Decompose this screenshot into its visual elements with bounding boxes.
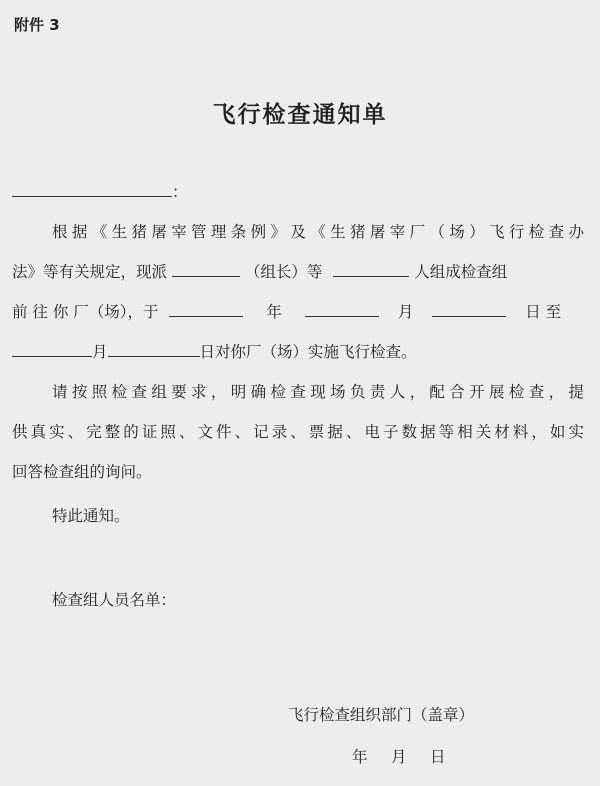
text-segment: 人组成检查组	[414, 263, 508, 281]
inspection-members-label: 检查组人员名单：	[52, 591, 177, 609]
signature-date: 年 月 日	[352, 748, 450, 766]
end-day-blank[interactable]	[108, 342, 200, 357]
text-segment: （组长）等	[244, 263, 323, 281]
addressee-colon: ：	[172, 183, 188, 201]
text-segment: 年	[266, 303, 282, 321]
document-title: 飞行检查通知单	[212, 102, 388, 128]
end-month-blank[interactable]	[12, 342, 92, 357]
text-segment: 日对你厂（场）实施飞行检查。	[199, 343, 417, 361]
text-segment: 前 往 你 厂（场），于	[12, 303, 159, 321]
issuing-department: 飞行检查组织部门（盖章）	[288, 706, 475, 724]
text-segment: 法》等有关规定，现派	[12, 263, 168, 281]
leader-name-blank[interactable]	[172, 262, 240, 277]
text-segment: 日 至	[525, 303, 562, 321]
addressee-line	[12, 182, 188, 202]
attachment-label: 附件 3	[14, 16, 60, 34]
member-count-blank[interactable]	[333, 262, 409, 277]
start-year-blank[interactable]	[169, 302, 243, 317]
paragraph-1-line-3	[12, 302, 584, 322]
closing-phrase: 特此通知。	[52, 507, 130, 525]
paragraph-2-line-2: 供真实、完整的证照、文件、记录、票据、电子数据等相关材料，如实	[12, 423, 584, 441]
text-segment: 月	[92, 343, 108, 361]
start-day-blank[interactable]	[432, 302, 506, 317]
paragraph-1-line-1: 根据《生猪屠宰管理条例》及《生猪屠宰厂（场）飞行检查办	[52, 223, 584, 241]
paragraph-2-line-1: 请按照检查组要求，明确检查现场负责人，配合开展检查，提	[52, 383, 584, 401]
paragraph-1-line-2	[12, 262, 584, 282]
start-month-blank[interactable]	[305, 302, 379, 317]
paragraph-2-line-3: 回答检查组的询问。	[12, 463, 152, 481]
addressee-blank[interactable]	[12, 182, 172, 197]
text-segment: 月	[397, 303, 414, 321]
paragraph-1-line-4	[12, 342, 584, 362]
